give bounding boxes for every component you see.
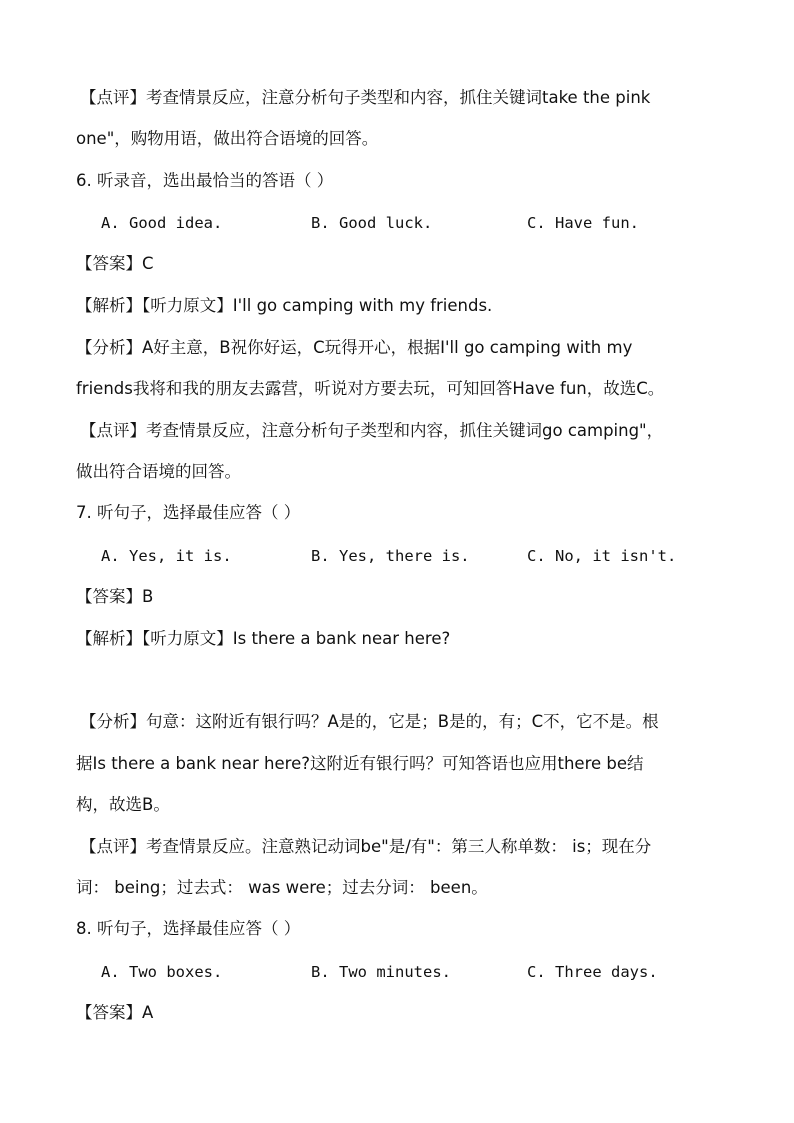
option-c: C. Three days.	[527, 963, 658, 981]
option-b: B. Two minutes.	[311, 963, 451, 981]
option-a: A. Good idea.	[101, 214, 223, 232]
comment-line: 词： being；过去式： was were；过去分词： been。	[76, 878, 488, 897]
option-c: C. Have fun.	[527, 214, 639, 232]
answer-line: 【答案】B	[76, 587, 154, 606]
explanation-line: 【解析】【听力原文】I'll go camping with my friends.	[76, 296, 493, 315]
analysis-line: 【分析】A好主意，B祝你好运，C玩得开心，根据I'll go camping with my	[76, 338, 633, 357]
comment-line: 【点评】考查情景反应。注意熟记动词be"是/有"：第三人称单数： is；现在分	[80, 837, 652, 856]
option-a: A. Two boxes.	[101, 963, 223, 981]
answer-line: 【答案】A	[76, 1003, 154, 1022]
analysis-line: friends我将和我的朋友去露营，听说对方要去玩，可知回答Have fun，故选C。	[76, 379, 665, 398]
comment-line: 【点评】考查情景反应，注意分析句子类型和内容，抓住关键词take the pink	[80, 88, 651, 107]
analysis-line: 【分析】句意：这附近有银行吗？A是的，它是；B是的，有；C不，它不是。根	[80, 712, 659, 731]
answer-line: 【答案】C	[76, 254, 154, 273]
comment-line: 【点评】考查情景反应，注意分析句子类型和内容，抓住关键词go camping"，	[80, 421, 664, 440]
analysis-line: 构，故选B。	[76, 795, 170, 814]
comment-line: 做出符合语境的回答。	[76, 462, 241, 481]
option-c: C. No, it isn't.	[527, 547, 677, 565]
option-a: A. Yes, it is.	[101, 547, 232, 565]
option-b: B. Yes, there is.	[311, 547, 470, 565]
comment-line: one"，购物用语，做出符合语境的回答。	[76, 129, 379, 148]
question-8: 8. 听句子，选择最佳应答（ ）	[76, 919, 301, 938]
explanation-line: 【解析】【听力原文】Is there a bank near here?	[76, 629, 451, 648]
question-6: 6. 听录音，选出最恰当的答语（ ）	[76, 171, 334, 190]
analysis-line: 据Is there a bank near here?这附近有银行吗？可知答语也应用there be结	[76, 754, 644, 773]
question-7: 7. 听句子，选择最佳应答（ ）	[76, 503, 301, 522]
option-b: B. Good luck.	[311, 214, 433, 232]
